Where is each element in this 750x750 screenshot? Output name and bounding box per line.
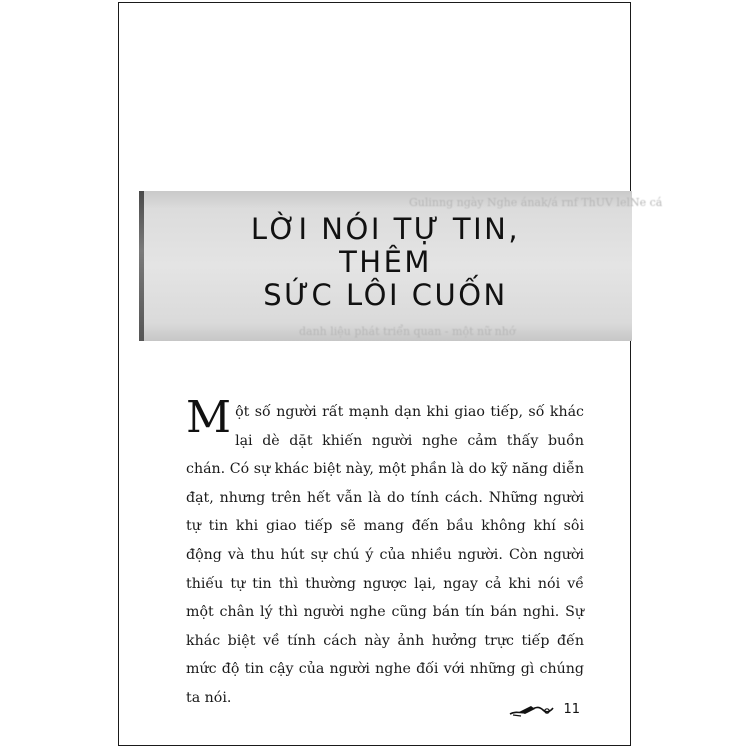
page-number: 11 — [563, 702, 580, 717]
page-footer — [509, 702, 580, 717]
chapter-title — [139, 213, 632, 312]
title-banner — [139, 191, 663, 341]
body-paragraph — [186, 392, 584, 713]
drop-cap: M — [186, 392, 232, 443]
title-line-1: LỜI NÓI TỰ TIN, — [250, 212, 521, 246]
bleed-through-text-top: Gulinng ngày Nghe ának/á rnf ThUV lelNe cá — [409, 196, 663, 209]
title-line-3: SỨC LÔI CUỐN — [263, 278, 508, 312]
paragraph-text: ột số người rất mạnh dạn khi giao tiếp, số khác lại dè dặt khiến người nghe cảm thấy buồn chán. Có sự khác biệt này, một phần là do kỹ năng diễn đạt, nhưng trên hết vẫn là do tính cách. Những người tự tin khi giao tiếp sẽ mang đến bầu không khí sôi động và thu hút sự chú ý của nhiều người. Còn người thiếu tự tin thì thường ngược lại, ngay cả khi nói về một chân lý thì người nghe cũng bán tín bán nghi. Sự khác biệt về tính cách này ảnh hưởng trực tiếp đến mức độ tin cậy của người nghe đối với những gì chúng ta nói. — [186, 404, 584, 706]
quill-ornament-icon — [509, 703, 557, 717]
bleed-through-text-bottom: danh liệu phát triển quan - một nữ nhớ — [299, 325, 516, 338]
title-line-2: THÊM — [339, 245, 432, 279]
book-page — [118, 2, 663, 746]
